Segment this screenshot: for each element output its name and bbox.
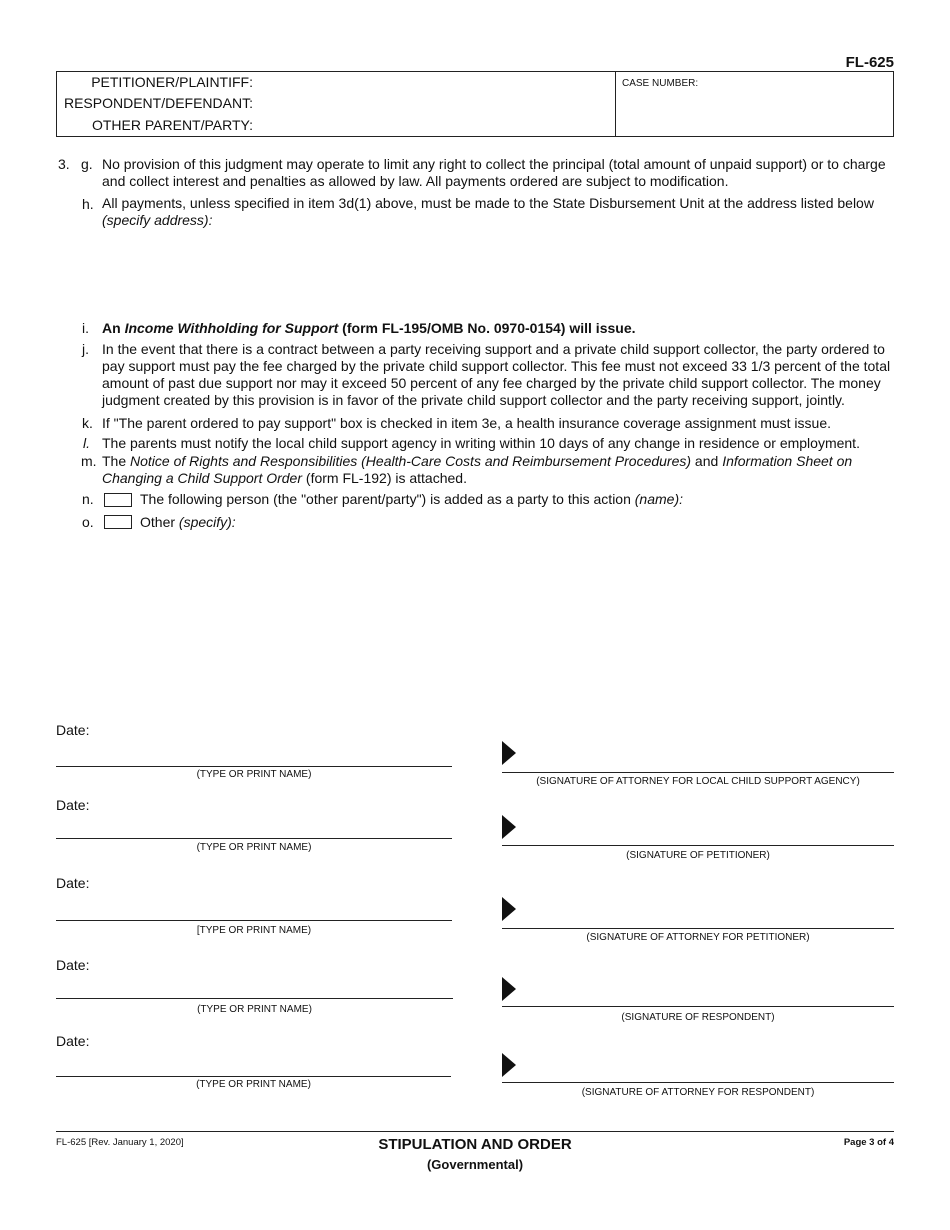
signature-3-name-line[interactable] bbox=[56, 920, 452, 921]
item-o-text: Other (specify): bbox=[140, 514, 236, 530]
signature-2-name-caption: (TYPE OR PRINT NAME) bbox=[196, 842, 312, 853]
footer-page-number: Page 3 of 4 bbox=[843, 1137, 894, 1148]
item-h-text: All payments, unless specified in item 3d(1) above, must be made to the State Disbursement Unit at the address listed below (specify address): bbox=[102, 195, 874, 228]
signature-3-arrow-icon bbox=[502, 897, 516, 921]
signature-2-signature-line[interactable] bbox=[502, 845, 894, 846]
item-i-form-title: Income Withholding for Support bbox=[124, 320, 339, 336]
signature-1-name-caption: (TYPE OR PRINT NAME) bbox=[196, 769, 312, 780]
other-party-label: OTHER PARENT/PARTY: bbox=[91, 117, 253, 133]
case-caption-box bbox=[56, 71, 894, 137]
signature-5-arrow-icon bbox=[502, 1053, 516, 1077]
item-m-notice-title: Notice of Rights and Responsibilities (Health-Care Costs and Reimbursement Procedures) bbox=[130, 453, 692, 469]
item-l-label: l. bbox=[83, 435, 90, 451]
petitioner-label: PETITIONER/PLAINTIFF: bbox=[91, 74, 253, 90]
item-o-checkbox[interactable] bbox=[104, 515, 132, 529]
signature-3-name-caption: [TYPE OR PRINT NAME) bbox=[196, 925, 312, 936]
footer-revision: FL-625 [Rev. January 1, 2020] bbox=[56, 1137, 184, 1148]
item-n-checkbox[interactable] bbox=[104, 493, 132, 507]
footer-title: STIPULATION AND ORDER bbox=[378, 1136, 572, 1153]
item-o-label: o. bbox=[82, 514, 94, 530]
form-number: FL-625 bbox=[845, 54, 894, 71]
item-k-label: k. bbox=[82, 415, 93, 431]
item-g-label: g. bbox=[81, 156, 93, 172]
item-n-label: n. bbox=[82, 491, 94, 507]
item-o-specify: (specify): bbox=[178, 514, 236, 530]
footer-subtitle: (Governmental) bbox=[426, 1157, 524, 1172]
signature-1-signature-caption: (SIGNATURE OF ATTORNEY FOR LOCAL CHILD SUPPORT AGENCY) bbox=[536, 776, 860, 787]
signature-5-signature-line[interactable] bbox=[502, 1082, 894, 1083]
item-l-text: The parents must notify the local child support agency in writing within 10 days of any change in residence or employment. bbox=[102, 435, 860, 451]
item-m-text: The Notice of Rights and Responsibilities (Health-Care Costs and Reimbursement Procedures) and Information Sheet on Changing a Child Support Order (form FL-192) is attached. bbox=[102, 453, 853, 486]
item-h-label: h. bbox=[82, 196, 94, 212]
item-i-text: An Income Withholding for Support (form FL-195/OMB No. 0970-0154) will issue. bbox=[102, 320, 636, 336]
signature-3-date-label: Date: bbox=[56, 875, 90, 891]
signature-4-arrow-icon bbox=[502, 977, 516, 1001]
signature-1-date-label: Date: bbox=[56, 722, 90, 738]
signature-4-signature-line[interactable] bbox=[502, 1006, 894, 1007]
signature-4-name-caption: (TYPE OR PRINT NAME) bbox=[197, 1004, 312, 1015]
item-m-label: m. bbox=[81, 453, 97, 469]
case-number-label: CASE NUMBER: bbox=[622, 78, 699, 89]
signature-5-date-label: Date: bbox=[56, 1033, 90, 1049]
signature-2-arrow-icon bbox=[502, 815, 516, 839]
item-n-specify: (name): bbox=[634, 491, 683, 507]
respondent-label: RESPONDENT/DEFENDANT: bbox=[63, 95, 253, 111]
signature-2-name-line[interactable] bbox=[56, 838, 452, 839]
item-i-label: i. bbox=[82, 320, 89, 336]
signature-4-signature-caption: (SIGNATURE OF RESPONDENT) bbox=[621, 1012, 775, 1023]
item-h-specify: (specify address): bbox=[102, 212, 213, 228]
signature-3-signature-caption: (SIGNATURE OF ATTORNEY FOR PETITIONER) bbox=[586, 932, 810, 943]
signature-1-name-line[interactable] bbox=[56, 766, 452, 767]
section-number: 3. bbox=[58, 156, 70, 172]
item-k-text: If "The parent ordered to pay support" box is checked in item 3e, a health insurance coverage assignment must issue. bbox=[102, 415, 832, 431]
signature-2-signature-caption: (SIGNATURE OF PETITIONER) bbox=[626, 850, 770, 861]
item-j-text: In the event that there is a contract between a party receiving support and a private child support collector, the party ordered to pay support must pay the fee charged by the private child support collector. This fee must not exceed 33 1/3 percent of the total amount of past due support nor may it exceed 50 percent of any fee charged by the private child support collector. The money judgment created by this provision is in favor of the private child support collector and the party receiving support, jointly. bbox=[102, 341, 891, 408]
item-g-text: No provision of this judgment may operate to limit any right to collect the principal (total amount of unpaid support) or to charge and collect interest and penalties as allowed by law. All payments ordered are subject to modification. bbox=[102, 156, 886, 189]
signature-5-name-caption: (TYPE OR PRINT NAME) bbox=[196, 1079, 311, 1090]
signature-3-signature-line[interactable] bbox=[502, 928, 894, 929]
signature-4-date-label: Date: bbox=[56, 957, 90, 973]
signature-1-arrow-icon bbox=[502, 741, 516, 765]
item-j-label: j. bbox=[82, 341, 89, 357]
caption-divider bbox=[615, 72, 616, 136]
signature-4-name-line[interactable] bbox=[56, 998, 453, 999]
item-n-text: The following person (the "other parent/party") is added as a party to this action (name): bbox=[140, 491, 683, 507]
signature-5-name-line[interactable] bbox=[56, 1076, 451, 1077]
footer-rule bbox=[56, 1131, 894, 1132]
signature-5-signature-caption: (SIGNATURE OF ATTORNEY FOR RESPONDENT) bbox=[581, 1087, 815, 1098]
item-m-info-sheet-title: Information Sheet on Changing a Child Support Order bbox=[102, 453, 853, 486]
signature-1-signature-line[interactable] bbox=[502, 772, 894, 773]
signature-2-date-label: Date: bbox=[56, 797, 90, 813]
